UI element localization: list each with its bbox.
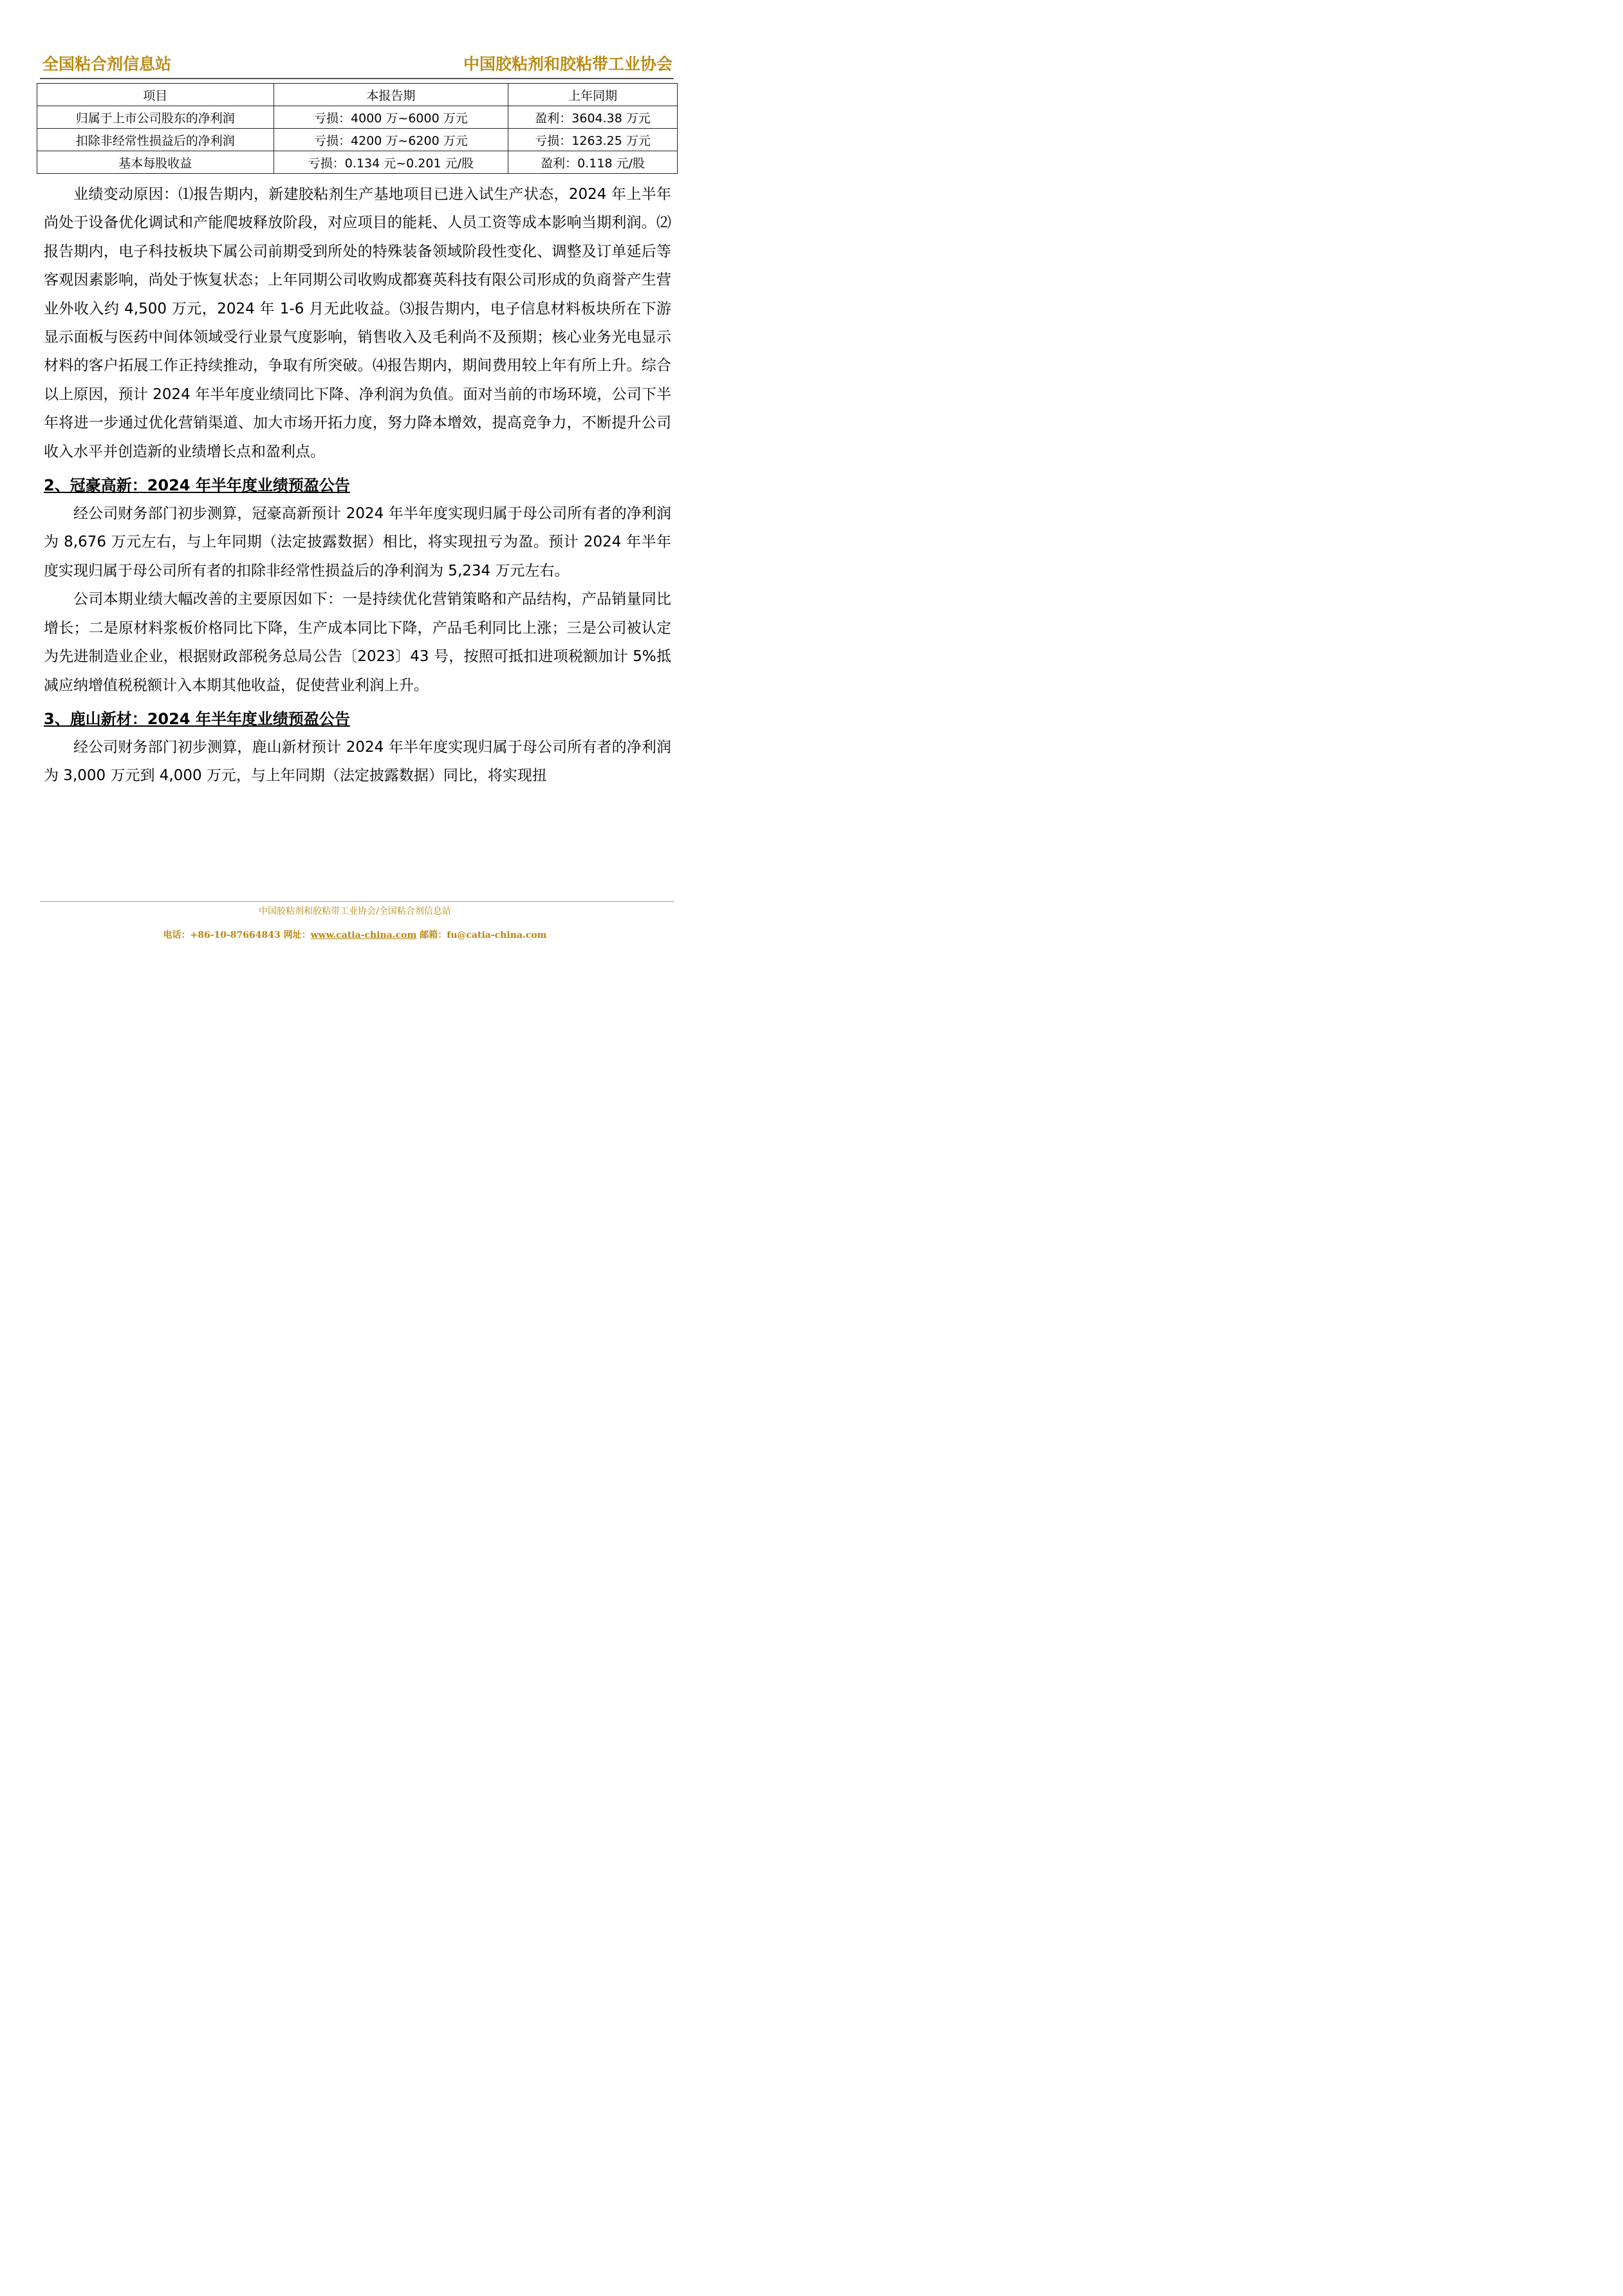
- table-cell: 盈利：3604.38 万元: [508, 106, 678, 129]
- footer-contact: [0, 928, 710, 941]
- performance-table: [37, 83, 678, 174]
- table-cell: 扣除非经常性损益后的净利润: [37, 129, 274, 151]
- table-header-cell: 上年同期: [508, 84, 678, 106]
- section-3-paragraph-1: 经公司财务部门初步测算，鹿山新材预计 2024 年半年度实现归属于母公司所有者的净利润为 3,000 万元到 4,000 万元，与上年同期（法定披露数据）同比，将实现扭: [44, 738, 671, 785]
- footer-email[interactable]: fu@catia-china.com: [447, 930, 547, 940]
- table-header-cell: 项目: [37, 84, 274, 106]
- table-cell: 亏损：0.134 元~0.201 元/股: [274, 151, 508, 174]
- section-2-paragraph-2: 公司本期业绩大幅改善的主要原因如下：一是持续优化营销策略和产品结构，产品销量同比增长；二是原材料浆板价格同比下降，生产成本同比下降，产品毛利同比上涨；三是公司被认定为先进制造业企业，根据财政部税务总局公告〔2023〕43 号，按照可抵扣进项税额加计 5%抵减应纳增值税税额计入本期其他收益，促使营业利润上升。: [44, 591, 671, 694]
- page-header: [42, 51, 672, 75]
- table-cell: 亏损：4000 万~6000 万元: [274, 106, 508, 129]
- table-cell: 亏损：1263.25 万元: [508, 129, 678, 151]
- article-body: [44, 180, 671, 790]
- reason-paragraph: 业绩变动原因：⑴报告期内，新建胶粘剂生产基地项目已进入试生产状态，2024 年上半年尚处于设备优化调试和产能爬坡释放阶段，对应项目的能耗、人员工资等成本影响当期利润。⑵报告期内，电子科技板块下属公司前期受到所处的特殊装备领域阶段性变化、调整及订单延后等客观因素影响，尚处于恢复状态；上年同期公司收购成都赛英科技有限公司形成的负商誉产生营业外收入约 4,500 万元，2024 年 1-6 月无此收益。⑶报告期内，电子信息材料板块所在下游显示面板与医药中间体领域受行业景气度影响，销售收入及毛利尚不及预期；核心业务光电显示材料的客户拓展工作正持续推动，争取有所突破。⑷报告期内，期间费用较上年有所上升。综合以上原因，预计 2024 年半年度业绩同比下降、净利润为负值。面对当前的市场环境，公司下半年将进一步通过优化营销渠道、加大市场开拓力度，努力降本增效，提高竞争力，不断提升公司收入水平并创造新的业绩增长点和盈利点。: [44, 186, 671, 460]
- table-row: [37, 129, 678, 151]
- table-row: [37, 106, 678, 129]
- footer-contact-prefix: 电话：+86-10-87664843 网址：: [163, 930, 311, 940]
- footer-email-prefix: 邮箱：: [416, 930, 447, 940]
- table-cell: 基本每股收益: [37, 151, 274, 174]
- table-cell: 盈利：0.118 元/股: [508, 151, 678, 174]
- header-left-title: 全国粘合剂信息站: [42, 55, 172, 73]
- section-2-paragraph-1: 经公司财务部门初步测算，冠豪高新预计 2024 年半年度实现归属于母公司所有者的净利润为 8,676 万元左右，与上年同期（法定披露数据）相比，将实现扭亏为盈。预计 2024 年半年度实现归属于母公司所有者的扣除非经常性损益后的净利润为 5,234 万元左右。: [44, 505, 671, 579]
- section-heading-2: 2、冠豪高新：2024 年半年度业绩预盈公告: [44, 476, 350, 495]
- section-heading-3: 3、鹿山新材：2024 年半年度业绩预盈公告: [44, 709, 350, 728]
- footer-divider: [40, 901, 674, 902]
- footer-website-link[interactable]: www.catia-china.com: [310, 930, 417, 940]
- table-header-cell: 本报告期: [274, 84, 508, 106]
- header-divider: [40, 78, 674, 79]
- table-header-row: [37, 84, 678, 106]
- footer-organization: 中国胶粘剂和胶粘带工业协会/全国粘合剂信息站: [259, 906, 451, 917]
- table-cell: 亏损：4200 万~6200 万元: [274, 129, 508, 151]
- header-right-title: 中国胶粘剂和胶粘带工业协会: [463, 55, 672, 73]
- table-row: [37, 151, 678, 174]
- table-cell: 归属于上市公司股东的净利润: [37, 106, 274, 129]
